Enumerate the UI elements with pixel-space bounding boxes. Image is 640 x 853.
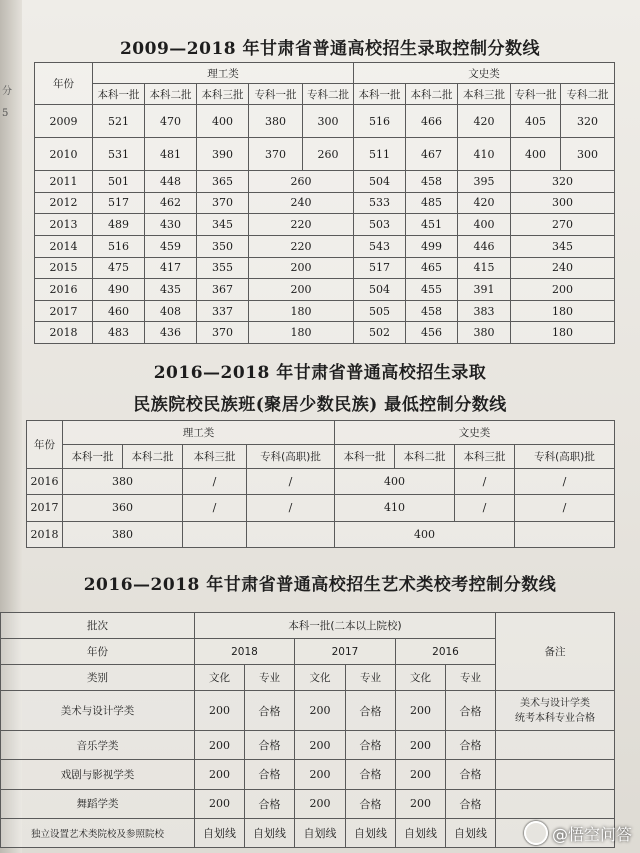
cell: 503 [354,214,406,236]
cell: 516 [354,105,406,138]
year-cell: 2015 [35,257,93,279]
cell: 511 [354,138,406,171]
cell: 200 [195,731,245,760]
cell: 合格 [446,760,496,789]
cell: 420 [458,105,511,138]
t3-nianfen-label: 年份 [1,639,195,665]
cell: 370 [249,138,303,171]
cell: / [515,495,615,521]
cell: 345 [197,214,249,236]
cell: 200 [295,731,346,760]
cell: 517 [93,192,145,214]
t1-col-header: 本科一批 [354,84,406,105]
cell: 543 [354,235,406,257]
cell: 300 [561,138,615,171]
merged-cell: 180 [249,322,354,344]
table-row [35,138,615,171]
category-cell: 舞蹈学类 [1,789,195,818]
category-cell: 戏剧与影视学类 [1,760,195,789]
cell: 458 [406,300,458,322]
cell: 501 [93,171,145,193]
cell: 458 [406,171,458,193]
cell: 470 [145,105,197,138]
cell: 400 [197,105,249,138]
merged-cell: 200 [511,279,615,301]
t1-col-header: 专科一批 [249,84,303,105]
cell: 505 [354,300,406,322]
merged-cell: 240 [249,192,354,214]
cell: 467 [406,138,458,171]
year-cell: 2018 [35,322,93,344]
cell: 合格 [446,789,496,818]
cell: 365 [197,171,249,193]
cell: 380 [249,105,303,138]
cell: / [247,495,335,521]
cell: 485 [406,192,458,214]
cell: 517 [354,257,406,279]
t3-zhuanye: 专业 [346,665,396,691]
table3-title: 2016—2018 年甘肃省普通高校招生艺术类校考控制分数线 [83,575,557,595]
cell: 300 [303,105,354,138]
cell: 475 [93,257,145,279]
cell: 516 [93,235,145,257]
table-row [35,257,615,279]
cell: 502 [354,322,406,344]
t1-year-header: 年份 [35,63,93,105]
year-cell: 2016 [27,469,63,495]
cell: 504 [354,279,406,301]
cell: 448 [145,171,197,193]
t1-col-header: 本科三批 [197,84,249,105]
watermark-text: @悟空问答 [551,824,632,844]
cell: 383 [458,300,511,322]
t3-zhuanye: 专业 [446,665,496,691]
t3-year: 2018 [195,639,295,665]
cell: 481 [145,138,197,171]
year-cell: 2017 [27,495,63,521]
cell: 200 [396,731,446,760]
merged-cell: 300 [511,192,615,214]
table-row [27,469,615,495]
t3-wenhua: 文化 [396,665,446,691]
table-row [35,235,615,257]
t2-group-wen: 文史类 [335,421,615,445]
t2-col-header: 本科二批 [123,445,183,469]
cell: 446 [458,235,511,257]
cell: 合格 [245,691,295,731]
cell: 355 [197,257,249,279]
table2-title-line1: 2016—2018 年甘肃省普通高校招生录取 [153,363,487,383]
cell: 自划线 [396,818,446,847]
merged-cell: 200 [249,257,354,279]
cell: 430 [145,214,197,236]
cell: 合格 [245,789,295,818]
cell: 435 [145,279,197,301]
cell: 合格 [446,731,496,760]
cell: 504 [354,171,406,193]
cell: 合格 [446,691,496,731]
cell: 400 [335,521,515,547]
cell: 455 [406,279,458,301]
table-row [27,521,615,547]
t3-wenhua: 文化 [295,665,346,691]
table-row [35,300,615,322]
category-cell: 音乐学类 [1,731,195,760]
cell: 391 [458,279,511,301]
t1-col-header: 本科三批 [458,84,511,105]
cell: 436 [145,322,197,344]
table-row [35,214,615,236]
year-cell: 2011 [35,171,93,193]
remark-cell [496,760,615,789]
cell: 200 [396,691,446,731]
cell: 417 [145,257,197,279]
cell: 400 [511,138,561,171]
t2-group-like: 理工类 [63,421,335,445]
cell: 200 [396,789,446,818]
remark-cell [496,789,615,818]
cell: 自划线 [446,818,496,847]
merged-cell: 220 [249,214,354,236]
cell: 367 [197,279,249,301]
cell: 465 [406,257,458,279]
table2 [26,420,615,548]
table2-title-line2: 民族院校民族班(聚居少数民族) 最低控制分数线 [133,395,507,415]
edge-text-b: 5 [2,108,9,119]
category-cell: 美术与设计学类 [1,691,195,731]
merged-cell: 180 [511,322,615,344]
merged-cell: 270 [511,214,615,236]
t1-col-header: 专科二批 [303,84,354,105]
t2-col-header: 本科一批 [63,445,123,469]
cell: 370 [197,322,249,344]
table-row [1,691,615,731]
cell: 260 [303,138,354,171]
year-cell: 2009 [35,105,93,138]
cell: 408 [145,300,197,322]
cell: 380 [63,521,183,547]
t3-pici-label: 批次 [1,613,195,639]
cell: 462 [145,192,197,214]
t3-beizhu-label: 备注 [496,613,615,691]
year-cell: 2018 [27,521,63,547]
cell: 451 [406,214,458,236]
t2-col-header: 本科三批 [183,445,247,469]
cell: 380 [458,322,511,344]
cell: 410 [458,138,511,171]
t3-year: 2016 [396,639,496,665]
cell: 420 [458,192,511,214]
cell: 自划线 [295,818,346,847]
cell: / [183,469,247,495]
cell: 459 [145,235,197,257]
table-row [35,279,615,301]
year-cell: 2013 [35,214,93,236]
table3 [0,612,615,848]
t2-col-header: 本科一批 [335,445,395,469]
cell: 自划线 [195,818,245,847]
cell: 456 [406,322,458,344]
cell: 合格 [346,691,396,731]
merged-cell: 180 [249,300,354,322]
cell: 483 [93,322,145,344]
category-cell: 独立设置艺术类院校及参照院校 [1,818,195,847]
table-row [35,105,615,138]
t2-year-header: 年份 [27,421,63,469]
cell: 320 [561,105,615,138]
t1-col-header: 专科二批 [561,84,615,105]
t3-zhuanye: 专业 [245,665,295,691]
cell: 200 [295,760,346,789]
t3-leibie-label: 类别 [1,665,195,691]
table-row [1,760,615,789]
t3-pici-value: 本科一批(二本以上院校) [195,613,496,639]
cell: 466 [406,105,458,138]
t2-col-header: 本科三批 [455,445,515,469]
table-row [35,171,615,193]
year-cell: 2016 [35,279,93,301]
cell [183,521,247,547]
t2-col-header: 专科(高职)批 [515,445,615,469]
t3-wenhua: 文化 [195,665,245,691]
t1-group-wen: 文史类 [354,63,615,84]
merged-cell: 345 [511,235,615,257]
cell: 410 [335,495,455,521]
cell: 200 [195,789,245,818]
wukong-logo-icon [524,821,548,845]
watermark [524,821,632,845]
t1-col-header: 本科一批 [93,84,145,105]
t1-col-header: 本科二批 [145,84,197,105]
remark-line: 统考本科专业合格 [515,712,596,724]
table-row [35,322,615,344]
cell: 489 [93,214,145,236]
merged-cell: 260 [249,171,354,193]
t1-group-like: 理工类 [93,63,354,84]
cell: 合格 [245,731,295,760]
edge-text-a: 分 [2,86,12,97]
year-cell: 2010 [35,138,93,171]
cell [247,521,335,547]
remark-cell [496,731,615,760]
cell: 395 [458,171,511,193]
cell: 390 [197,138,249,171]
cell: 499 [406,235,458,257]
cell: / [515,469,615,495]
cell: 337 [197,300,249,322]
cell: 200 [295,789,346,818]
year-cell: 2017 [35,300,93,322]
t1-col-header: 本科二批 [406,84,458,105]
cell: 合格 [346,789,396,818]
cell: 200 [396,760,446,789]
cell: 合格 [245,760,295,789]
cell: 415 [458,257,511,279]
cell: 200 [295,691,346,731]
cell: / [247,469,335,495]
cell: 460 [93,300,145,322]
cell: 400 [458,214,511,236]
cell: 自划线 [245,818,295,847]
t2-col-header: 专科(高职)批 [247,445,335,469]
table-row [1,818,615,847]
table-row [1,731,615,760]
cell: 200 [195,760,245,789]
table-row [27,495,615,521]
table1-title: 2009—2018 年甘肃省普通高校招生录取控制分数线 [119,39,541,59]
merged-cell: 220 [249,235,354,257]
table1 [34,62,615,344]
cell: 合格 [346,731,396,760]
cell [515,521,615,547]
cell: 405 [511,105,561,138]
cell: 400 [335,469,455,495]
cell: 200 [195,691,245,731]
merged-cell: 240 [511,257,615,279]
cell: / [455,469,515,495]
year-cell: 2012 [35,192,93,214]
merged-cell: 320 [511,171,615,193]
t2-col-header: 本科二批 [395,445,455,469]
cell: 521 [93,105,145,138]
cell: 533 [354,192,406,214]
cell: 合格 [346,760,396,789]
cell: / [183,495,247,521]
t1-col-header: 专科一批 [511,84,561,105]
merged-cell: 180 [511,300,615,322]
cell: 360 [63,495,183,521]
cell: 350 [197,235,249,257]
cell: 370 [197,192,249,214]
cell: 490 [93,279,145,301]
remark-line: 美术与设计学类 [520,697,591,709]
cell: 531 [93,138,145,171]
table-row [35,192,615,214]
table-row [1,789,615,818]
cell: 380 [63,469,183,495]
merged-cell: 200 [249,279,354,301]
cell: / [455,495,515,521]
cell: 自划线 [346,818,396,847]
remark-cell [496,691,615,731]
t3-year: 2017 [295,639,396,665]
year-cell: 2014 [35,235,93,257]
